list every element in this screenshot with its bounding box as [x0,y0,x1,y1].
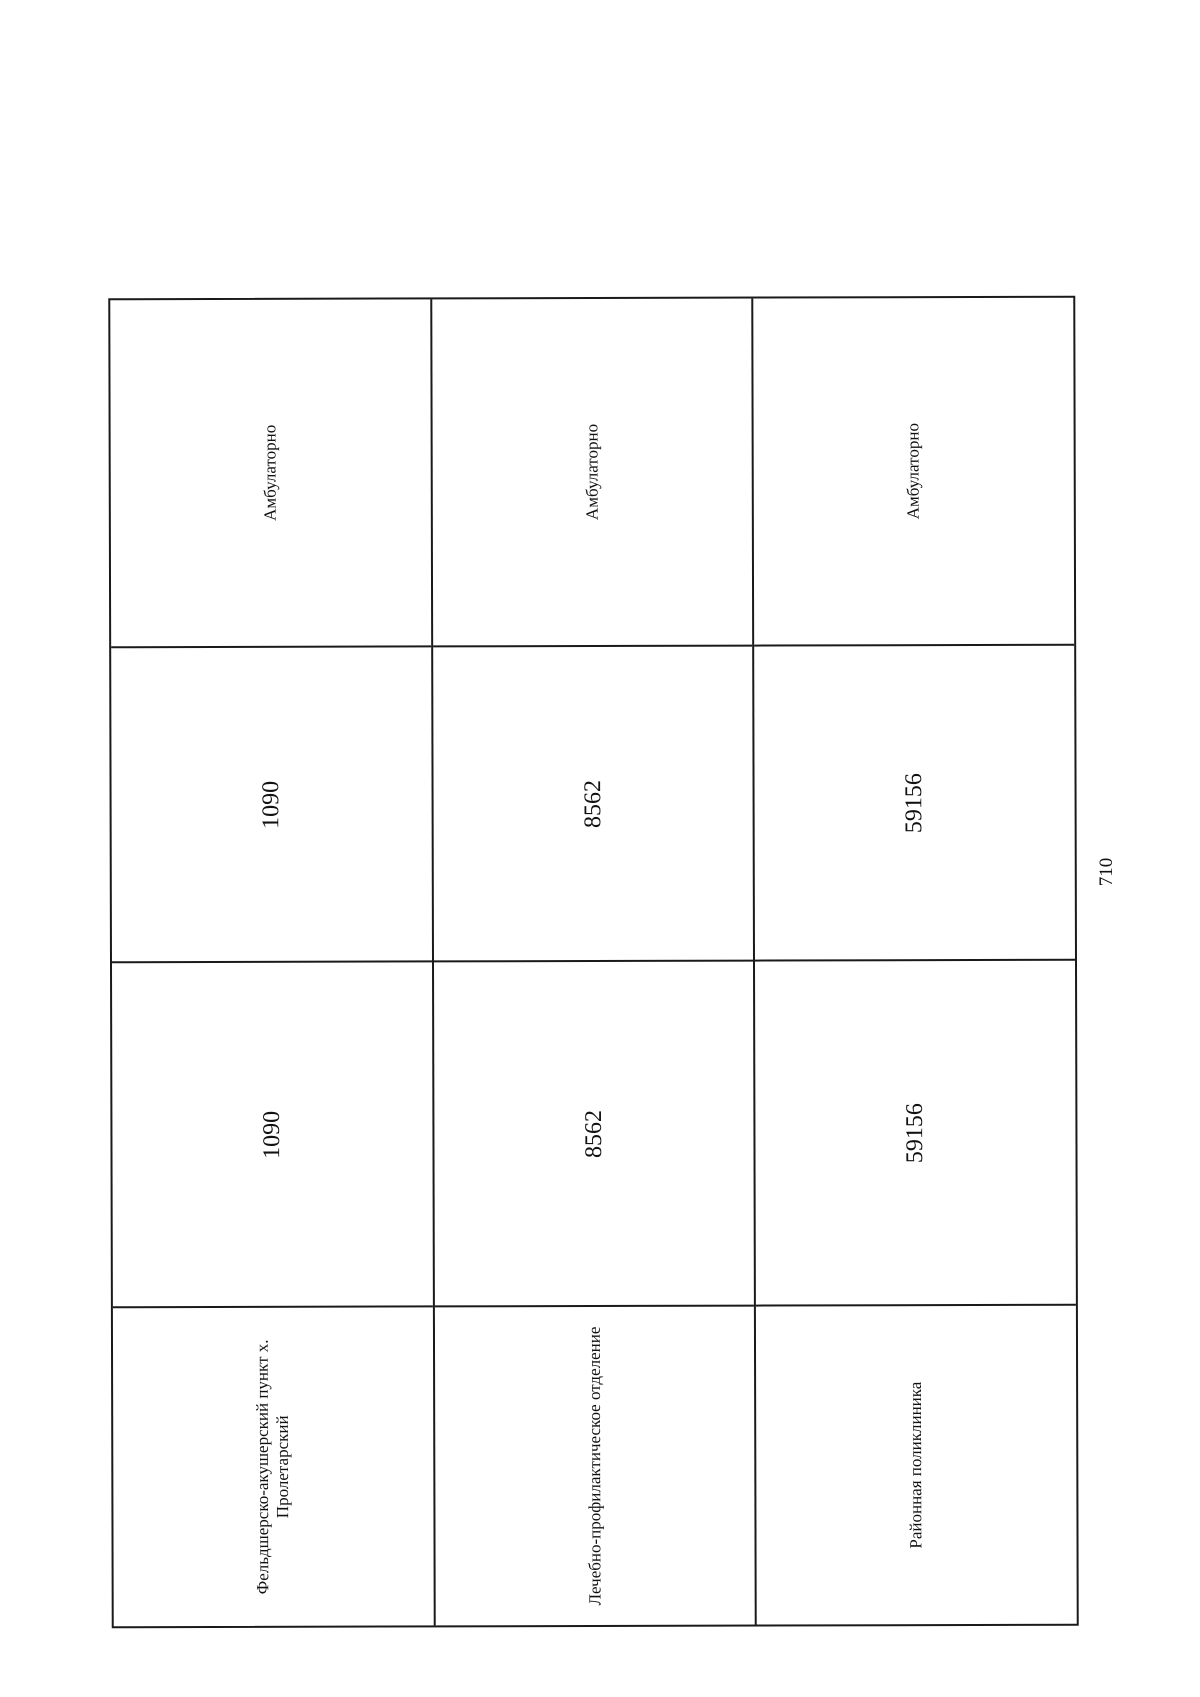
table-row [754,298,1077,1625]
value-cell [755,961,1076,1307]
facility-name-cell [113,1307,434,1626]
value-text: 1090 [257,780,285,829]
facility-name-text: Районная поликлиника [906,1381,926,1549]
care-mode-text: Амбулаторно [581,423,602,521]
care-mode-text: Амбулаторно [903,423,923,520]
page-number: 710 [1096,857,1117,887]
facility-name-text: Лечебно-профилактическое отделение [584,1326,604,1606]
care-mode-text: Амбулаторно [260,424,280,521]
value-cell [755,646,1075,962]
value-text: 8562 [579,779,606,828]
facility-name-cell [756,1306,1077,1625]
facility-table [108,296,1078,1629]
value-text: 59156 [902,1102,929,1163]
value-cell [112,962,433,1308]
value-text: 59156 [901,772,928,833]
care-mode-cell [110,299,431,648]
table-row [110,299,435,1626]
value-cell [434,962,755,1308]
value-text: 1090 [258,1110,285,1159]
table-row [432,299,757,1626]
value-text: 8562 [580,1109,607,1158]
value-cell [111,647,431,963]
facility-name-cell [435,1307,756,1626]
facility-name-text: Фельдшерско-акушерский пункт х. Пролетарский [252,1339,293,1595]
care-mode-cell [432,299,753,648]
value-cell [433,647,753,963]
care-mode-cell [754,298,1075,647]
